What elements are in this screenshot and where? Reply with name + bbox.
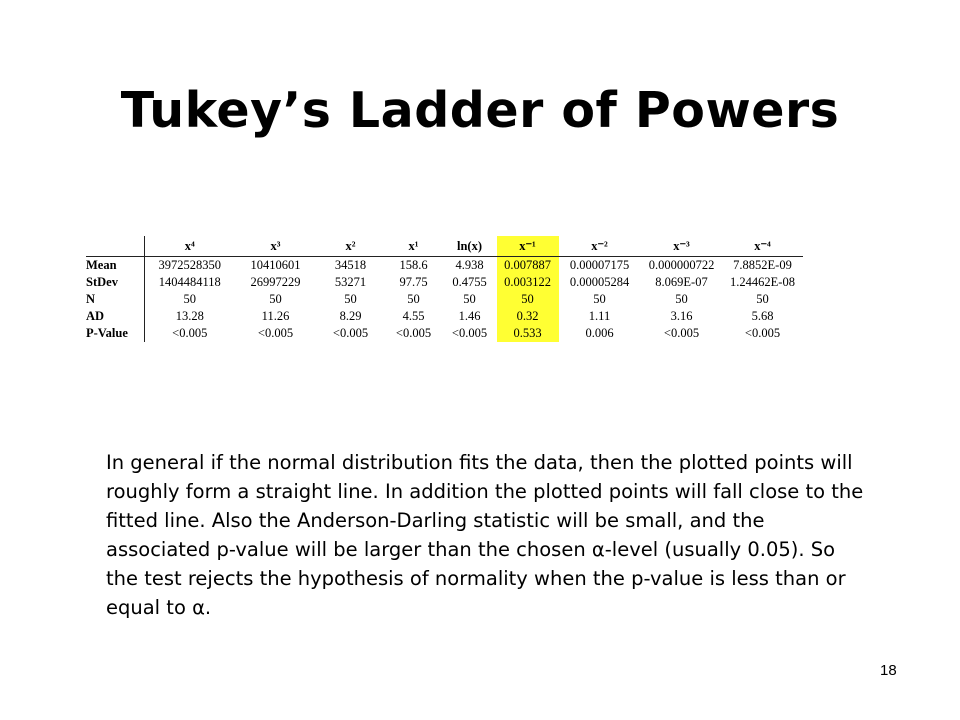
table-cell: <0.005 <box>451 326 488 340</box>
table-header-row <box>86 236 803 257</box>
table-cell: 0.00005284 <box>569 275 630 289</box>
table-cell: <0.005 <box>395 326 432 340</box>
table-cell: <0.005 <box>172 326 208 340</box>
table-cell: 34518 <box>334 258 367 272</box>
column-header: x⁻⁴ <box>754 239 771 253</box>
row-label: P-Value <box>86 325 145 342</box>
table-cell: <0.005 <box>257 326 294 340</box>
column-header: x¹ <box>408 239 419 253</box>
row-label: AD <box>86 308 145 325</box>
table-cell-highlighted: 0.533 <box>497 325 559 342</box>
table-cell: 97.75 <box>399 275 428 289</box>
table-cell: 1.24462E-08 <box>730 275 795 289</box>
table-cell: 158.6 <box>399 258 428 272</box>
table-cell: 50 <box>344 292 357 306</box>
table-cell: 0.4755 <box>452 275 487 289</box>
statistics-table <box>86 236 803 342</box>
table-cell: 1.46 <box>458 309 481 323</box>
table-cell-highlighted: 0.32 <box>497 308 559 325</box>
table-cell: 13.28 <box>175 309 204 323</box>
table-cell: 50 <box>269 292 282 306</box>
table-cell: 11.26 <box>261 309 290 323</box>
table-cell: 0.006 <box>585 326 614 340</box>
page-number: 18 <box>880 662 897 679</box>
table-cell-highlighted: 0.003122 <box>497 274 559 291</box>
column-header: x⁻² <box>591 239 608 253</box>
table-cell: 50 <box>183 292 196 306</box>
table-cell: 4.938 <box>455 258 484 272</box>
slide-title: Tukey’s Ladder of Powers <box>120 82 840 139</box>
table-row-mean <box>86 257 803 275</box>
table-row-p-value <box>86 325 803 342</box>
table-cell: 53271 <box>334 275 367 289</box>
column-header: x⁻³ <box>673 239 690 253</box>
row-label: N <box>86 291 145 308</box>
column-header: x⁴ <box>184 239 195 253</box>
table-corner-cell <box>86 236 145 257</box>
table-cell: 50 <box>407 292 420 306</box>
table-row-n <box>86 291 803 308</box>
table-cell: 7.8852E-09 <box>733 258 792 272</box>
table-cell: 8.29 <box>339 309 362 323</box>
column-header: ln(x) <box>457 239 482 253</box>
table-cell: 26997229 <box>250 275 301 289</box>
table-cell: <0.005 <box>744 326 781 340</box>
table-cell: 1404484118 <box>158 275 221 289</box>
table-row-ad <box>86 308 803 325</box>
table-cell: <0.005 <box>663 326 700 340</box>
column-header-highlighted: x⁻¹ <box>497 236 559 257</box>
table-cell: 5.68 <box>751 309 774 323</box>
table-cell-highlighted: 50 <box>497 291 559 308</box>
table-cell: 3972528350 <box>158 258 221 272</box>
table-cell: 50 <box>593 292 606 306</box>
table-cell: 1.11 <box>588 309 611 323</box>
table-cell: 50 <box>463 292 476 306</box>
body-paragraph: In general if the normal distribution fits the data, then the plotted points will roughly form a straight line. In addition the plotted points will fall close to the fitted line. Also the Anderson-Darling statistic will be small, and the associated p-value will be larger than the chosen α-level (usually 0.05). So the test rejects the hypothesis of normality when the p-value is less than or equal to α. <box>106 451 864 619</box>
statistics-table-container <box>86 236 803 342</box>
table-cell: <0.005 <box>332 326 369 340</box>
row-label: StDev <box>86 274 145 291</box>
row-label: Mean <box>86 257 145 275</box>
table-cell: 3.16 <box>670 309 693 323</box>
table-cell: 8.069E-07 <box>655 275 708 289</box>
table-cell-highlighted: 0.007887 <box>497 257 559 275</box>
column-header: x² <box>345 239 356 253</box>
table-cell: 4.55 <box>402 309 425 323</box>
table-cell: 0.00007175 <box>569 258 630 272</box>
table-cell: 0.000000722 <box>648 258 715 272</box>
table-cell: 10410601 <box>250 258 301 272</box>
table-cell: 50 <box>756 292 769 306</box>
table-row-stdev <box>86 274 803 291</box>
column-header: x³ <box>270 239 281 253</box>
table-cell: 50 <box>675 292 688 306</box>
